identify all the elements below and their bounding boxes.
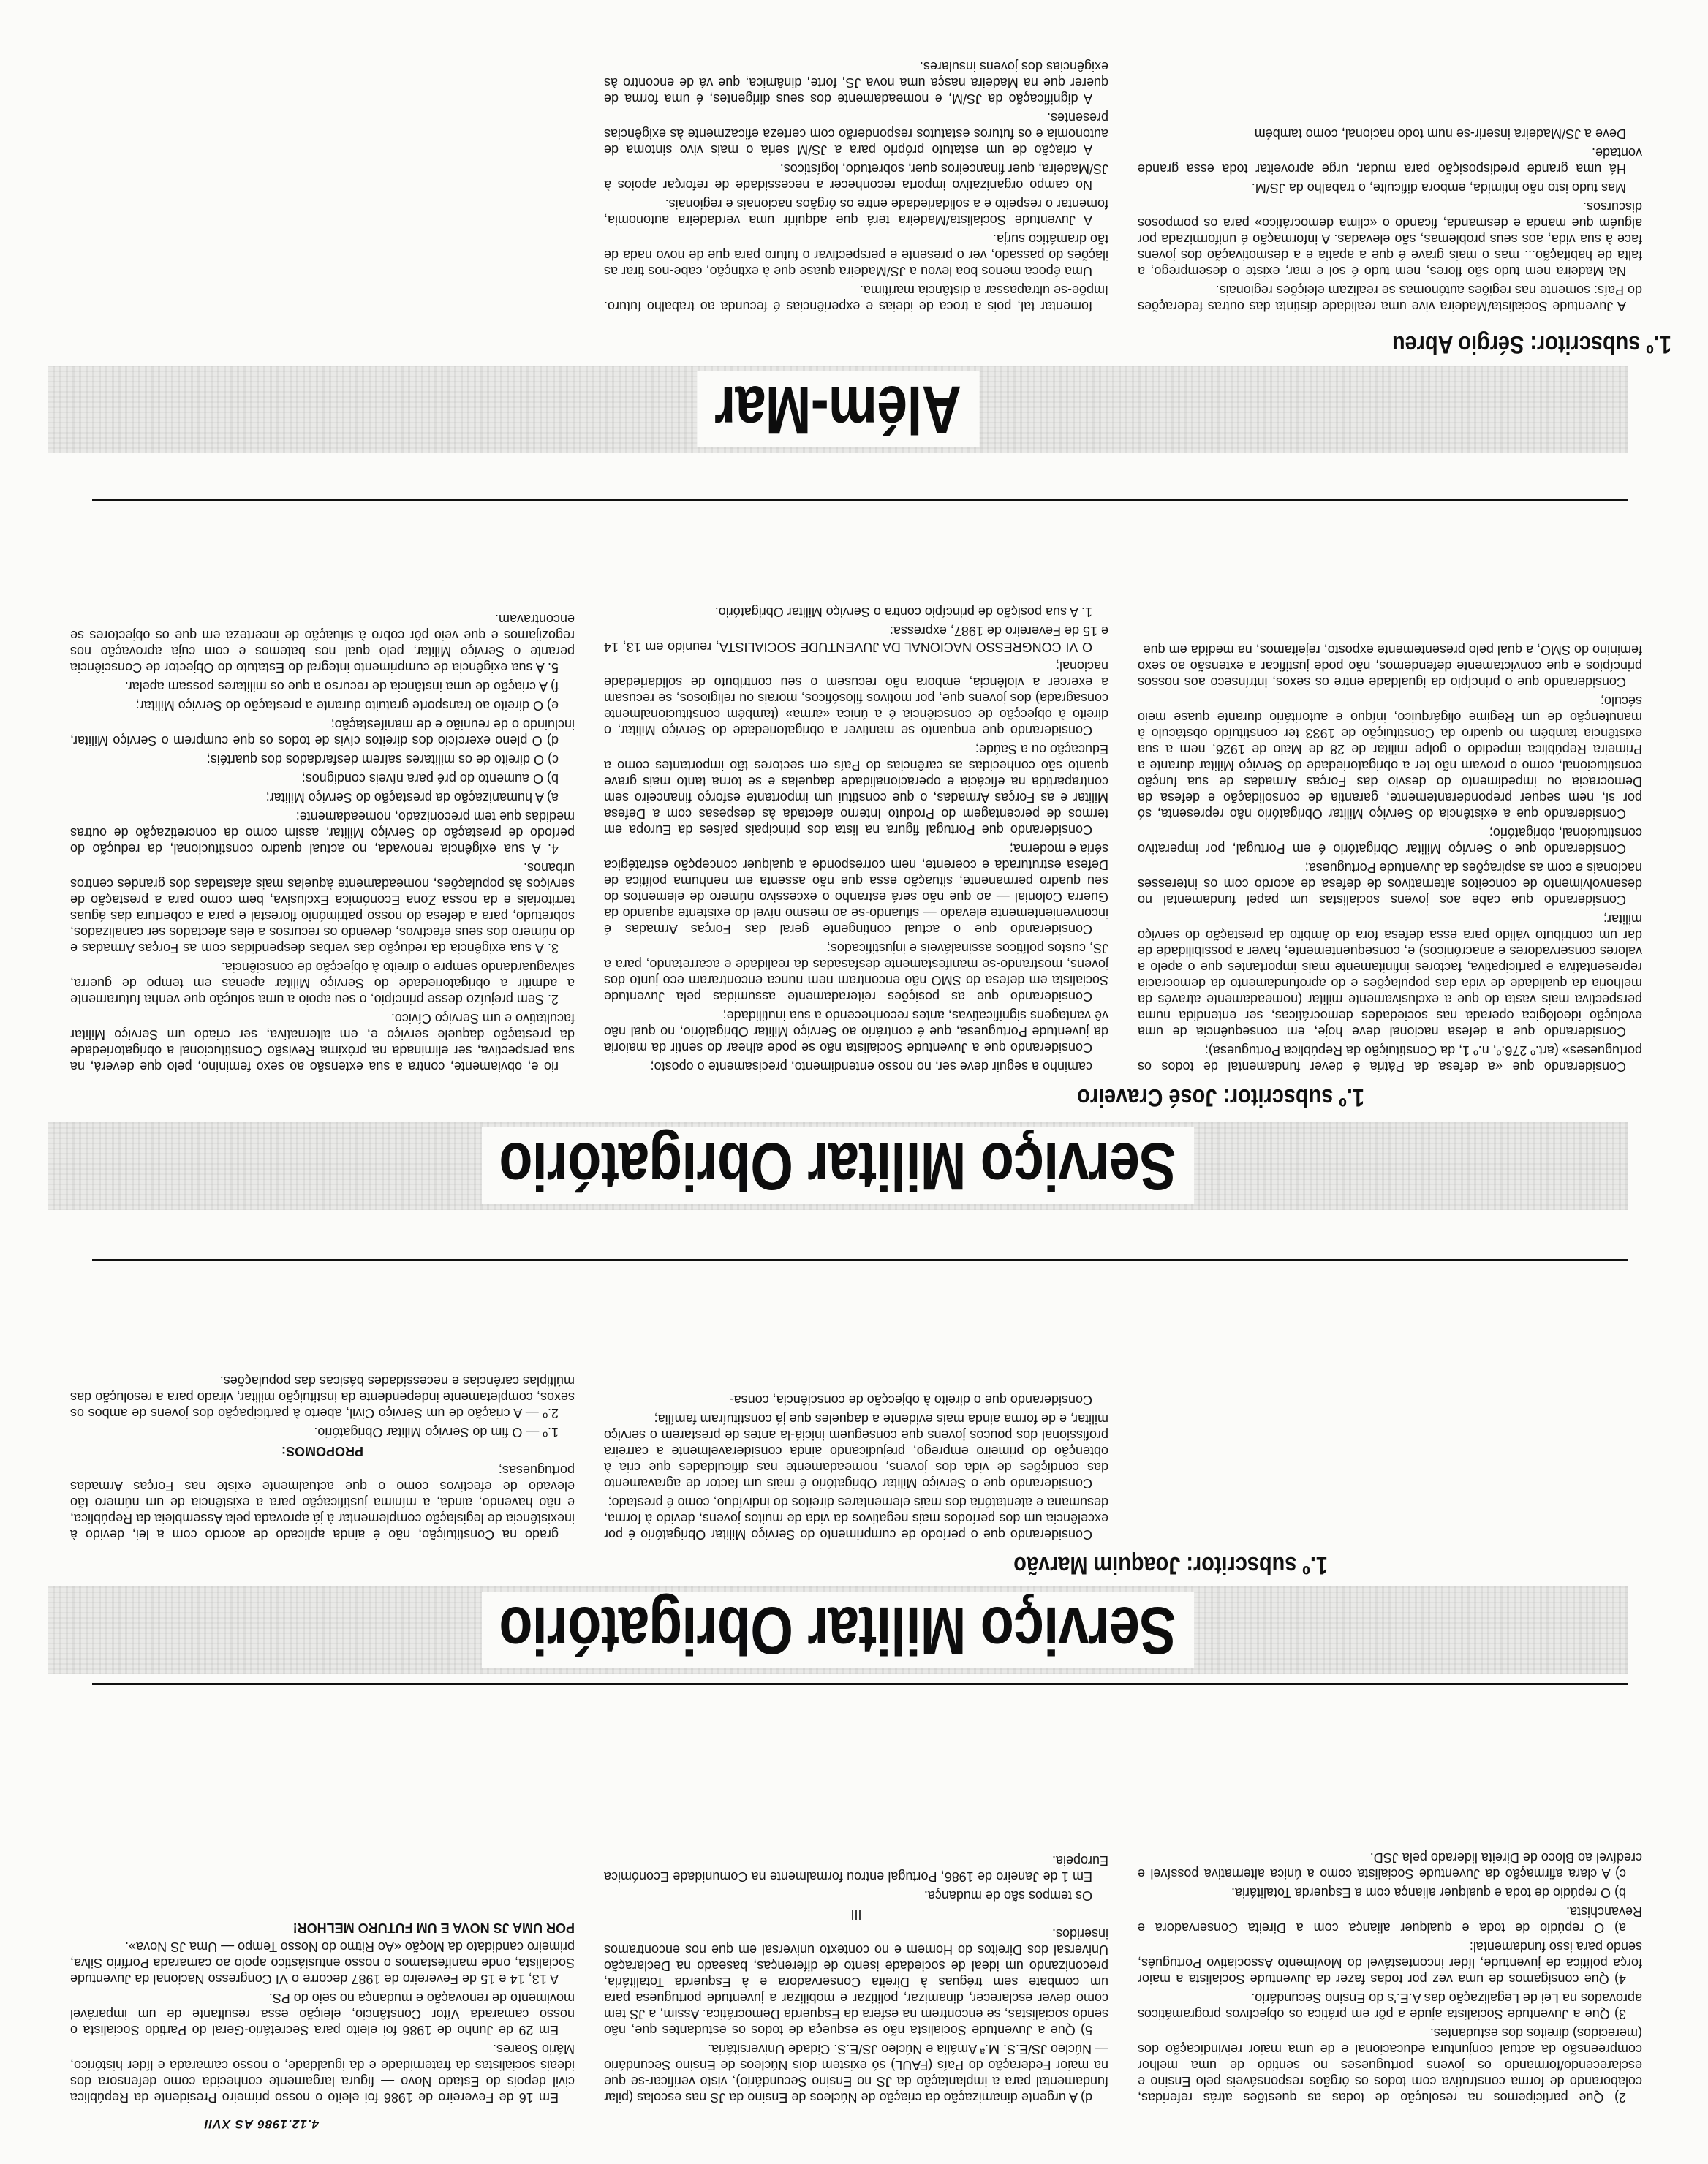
divider-rule	[92, 1683, 1628, 1685]
top-right-column: Em 16 de Fevereiro de 1986 foi eleito o nosso primeiro Presidente da República civil depois do Estado Novo — figura largamente conhecida como defensora dos ideais socialistas da fraternidade e da igualdade, o nosso camarada e líder histórico, Mário Soares. Em 29 de Junho de 1986 foi eleito para Secretário-Geral do Partido Socialista o nosso camarada Vítor Constâncio, eleição essa resultante de um imparável movimento de renovação e mudança no seio do PS. A 13, 14 e 15 de Fevereiro de 1987 decorre o VI Congresso Nacional da Juventude Socialista, onde manifestamos o nosso entusiástico apoio ao camarada Porfírio Silva, primeiro candidato da Moção «Ao Ritmo do Nosso Tempo — Uma JS Nova». POR UMA JS NOVA E UM FUTURO MELHOR!	[70, 1921, 575, 2105]
top-left-column: 2) Que participemos na resolução de todas as questões atrás referidas, colaborando de forma construtiva com todos os órgãos responsáveis pelo Ensino e esclarecendo/formando os jovens portugueses no sentido de uma melhor compreensão da actual conjuntura educacional e de uma maior reivindicação dos (merecidos) direitos dos estudantes. 3) Que a Juventude Socialista ajude a pôr em prática os objectivos programáticos aprovados na Lei de Legalização das A.E.'s do Ensino Secundário. 4) Que consigamos de uma vez por todas fazer da Juventude Socialista a maior força política de juventude, líder incontestável do Movimento Associativo Português, sendo para isso fundamental: a) O repúdio de toda e qualquer aliança com a Direita Conservadora e Revanchista. b) O repúdio de toda e qualquer aliança com a Esquerda Totalitária. c) A clara afirmação da Juventude Socialista como a única alternativa possível e credível ao Bloco de Direita liderado pela JSD.	[1138, 1850, 1642, 2105]
section3-banner	[48, 366, 1628, 453]
section3-right-column: fomentar tal, pois a troca de ideias e experiências é fecunda ao trabalho futuro. Impõe-se ultrapassar a distância marítima. Uma época menos boa levou a JS/Madeira quase que à extinção, cabe-nos tirar as ilações do passado, ver o presente e perspectivar o futuro para que de novo nada de tão dramático surja. A Juventude Socialista/Madeira terá que adquirir uma verdadeira autonomia, fomentar o respeito e a solidariedade entre os órgãos nacionais e regionais. No campo organizativo importa reconhecer a necessidade de reforçar apoios à JS/Madeira, quer financeiros quer, sobretudo, logísticos. A criação de um estatuto próprio para a JS/M seria o mais vivo sintoma de autonomia e os futuros estatutos responderão com certeza eficazmente às exigências presentes. A dignificação da JS/M, e nomeadamente dos seus dirigentes, é uma forma de querer que na Madeira nasça uma nova JS, forte, dinâmica, que vá de encontro às exigências dos jovens insulares.	[604, 59, 1108, 314]
issue-header: 4.12.1986 AS XVII	[203, 2117, 319, 2131]
section3-title: Além-Mar	[697, 371, 979, 448]
section2-middle-column: caminho a seguir deve ser, no nosso entendimento, precisamente o oposto; Considerando que a Juventude Socialista não se pode alhear do sentir da maioria da juventude Portuguesa, que é contrário ao Serviço Militar Obrigatório, no qual não vê vantagens significativas, antes reconhecendo a sua inutilidade; Considerando que as posições reiteradamente assumidas pela Juventude Socialista em defesa do SMO não encontram nem nunca encontraram eco junto dos jovens, mostrando-se manifestamente desfasadas da realidade e acarretando, para a JS, custos políticos assinaláveis e injustificados; Considerando que o actual contingente geral das Forças Armadas é inconvenientemente elevado — situando-se ao mesmo nível do existente aquando da Guerra Colonial — ao que não será estranho o excessivo número de elementos do seu quadro permanente, situação essa que não assenta em nenhuma política de Defesa estruturada e coerente, nem corresponde a qualquer concepção estratégica séria e moderna; Considerando que Portugal figura na lista dos principais países da Europa em termos de percentagem do Produto Interno afectada às despesas com a Defesa Militar e as Forças Armadas, o que constitui um importante esforço financeiro sem contrapartida na eficácia e operacionalidade daquelas e se torna tanto mais grave quanto são conhecidas as carências do País em sectores tão importantes como a Educação ou a Saúde; Considerando que enquanto se mantiver a obrigatoriedade do Serviço Militar, o direito à objecção de consciência é a única «arma» (também constitucionalmente consagrada) dos jovens que, por motivos filosóficos, morais ou religiosos, se recusam a exercer a violência, embora não recusem o seu contributo de solidariedade nacional; O VI CONGRESSO NACIONAL DA JUVENTUDE SOCIALISTA, reunido em 13, 14 e 15 de Fevereiro de 1987, expressa: 1. A sua posição de princípio contra o Serviço Militar Obrigatório.	[604, 605, 1108, 1074]
section2-left-column: Considerando que «a defesa da Pátria é dever fundamental de todos os portugueses» (art.º 276.º, n.º 1, da Constituição da República Portuguesa); Considerando que a defesa nacional deve hoje, em consequência de uma evolução ideológica operada nas sociedades democráticas, ser entendida numa perspectiva mais vasta do que a exclusivamente militar (nomeadamente através da melhoria da qualidade de vida das populações e do aprofundamento da democracia representativa e participativa, factores infinitamente mais importantes que o apelo a valores conservadores e anacrónicos) e, consequentemente, haver a possibilidade de dar um contributo válido para essa defesa fora do âmbito da prestação do serviço militar; Considerando que cabe aos jovens socialistas um papel fundamental no desenvolvimento de conceitos alternativos de defesa de acordo com os interesses nacionais e com as aspirações da Juventude Portuguesa; Considerando que o Serviço Militar Obrigatório é em Portugal, por imperativo constitucional, obrigatório; Considerando que a existência do Serviço Militar Obrigatório não representa, só por si, nem sequer preponderantemente, garantia de consolidação e defesa da Democracia ou impedimento do desvio das Forças Armadas de sua função constitucional, como o provam não ter a obrigatoriedade do Serviço Militar durante a Primeira República impedido o golpe militar de 28 de Maio de 1926, nem a sua existência também no quadro da Constituição de 1933 ter constituído obstáculo à manutenção de um Regime oligárquico, iníquo e autoritário durante quase meio século; Considerando que o princípio da igualdade entre os sexos, intrínseco aos nossos princípios e que convictamente defendemos, não pode justificar a extensão ao sexo feminino do SMO, a qual pelo presentemente exposto, rejeitamos, na medida em que	[1138, 643, 1642, 1074]
section1-title: Serviço Militar Obrigatório	[482, 1592, 1194, 1669]
section2-title: Serviço Militar Obrigatório	[482, 1128, 1194, 1205]
section3-subscriber: 1.º subscritor: Sérgio Abreu	[1391, 330, 1671, 358]
divider-rule	[92, 1259, 1628, 1261]
section1-right-column: grado na Constituição, não é ainda aplicado de acordo com a lei, devido à inexistência de legislação complementar à já aprovada pela Assembleia da República, e não havendo, ainda, a mínima justificação para a existência de um número tão elevado de efectivos como o que actualmente existe nas Forças Armadas portuguesas; PROPOMOS: 1.º — O fim do Serviço Militar Obrigatório. 2.º — A criação de um Serviço Civil, aberto à participação dos jovens de ambos os sexos, completamente independente da instituição militar, virado para a resolução das múltiplas carências e necessidades básicas das populações.	[70, 1374, 575, 1542]
section2-subscriber: 1.º subscritor: José Craveiro	[1077, 1083, 1364, 1111]
section2-right-column: rio e, obviamente, contra a sua extensão ao sexo feminino, pelo que deverá, na sua perspectiva, ser eliminada na próxima Revisão Constitucional a obrigatoriedade da prestação daquele serviço e, em alternativa, ser criado um Serviço Militar facultativo e um Serviço Cívico. 2. Sem prejuízo desse princípio, o seu apoio a uma solução que venha futuramente a admitir a obrigatoriedade do Serviço Militar apenas em tempo de guerra, salvaguardando sempre o direito à objecção de consciência. 3. A sua exigência da redução das verbas despendidas com as Forças Armadas e do número dos seus efectivos, devendo os recursos a eles afectados ser canalizados, sobretudo, para a defesa do nosso património florestal e para a cobertura das águas territoriais e da nossa Zona Económica Exclusiva, bem como para a prestação de serviços às populações, nomeadamente àquelas mais afastadas dos grandes centros urbanos. 4. A sua exigência renovada, no actual quadro constitucional, da redução do período de prestação do Serviço Militar, assim como da concretização de outras medidas que tem preconizado, nomeadamente: a) A humanização da prestação do Serviço Militar; b) O aumento do pré para níveis condignos; c) O direito de os militares saírem desfardados dos quartéis; d) O pleno exercício dos direitos cívis de todos os que cumprem o Serviço Militar, incluindo o de reunião e de manifestação; e) O direito ao transporte gratuito durante a prestação do Serviço Militar; f) A criação de uma instância de recurso a que os militares possam apelar. 5. A sua exigência de cumprimento integral do Estatuto do Objector de Consciência perante o Serviço Militar, pelo qual nos batemos e com cuja aprovação nos regozijamos e que veio pôr cobro à situação de incerteza em que os objectores se encontravam.	[70, 612, 575, 1074]
section1-banner	[48, 1586, 1628, 1674]
divider-rule	[92, 499, 1628, 501]
section1-subscriber: 1.º subscritor: Joaquim Marvão	[1013, 1551, 1328, 1579]
section3-left-column: A Juventude Socialista/Madeira vive uma realidade distinta das outras federações do País: somente nas regiões autónomas se realizam eleições regionais. Na Madeira nem tudo são flores, nem tudo é sol e mar, existe o desemprego, a falta de habitação... mas o mais grave é que a apatia e a desmotivação dos jovens face à sua vida, aos seus problemas, são elevadas. A informação é uniformizada por alguém que manda e desmanda, ficando o «clima democrático» para os pomposos discursos. Mas tudo isto não intimida, embora dificulte, o trabalho da JS/M. Há uma grande predisposição para mudar, urge aproveitar toda essa grande vontade. Deve a JS/Madeira inserir-se num todo nacional, como também	[1138, 126, 1642, 314]
section2-banner	[48, 1122, 1628, 1210]
top-middle-column: d) A urgente dinamização da criação de Núcleos de Ensino da JS nas escolas (pilar fundamental para a implantação da JS no Ensino Secundário), visto verificar-se que na maior Federação do País (FAUL) só existem dois Núcleos de Ensino Secundário — Núcleo JS/E.S. M.ª Amália e Núcleo JS/E.S. Cidade Universitária. 5) Que a Juventude Socialista não se esqueça de todos os estudantes que, não sendo socialistas, se encontrem na esfera da Esquerda Democrática. Assim, a JS tem como dever esclarecer, dinamizar, politizar e mobilizar a juventude portuguesa para um combate sem tréguas à Direita Conservadora e à Esquerda Totalitária, preconizando um ideal de sociedade isento de diferenças, baseado na Declaração Universal dos Direitos do Homem e no contexto universal em que nos encontramos inseridos. III Os tempos são de mudança. Em 1 de Janeiro de 1986, Portugal entrou formalmente na Comunidade Económica Europeia.	[604, 1853, 1108, 2105]
section1-left-column: Considerando que o período de cumprimento do Serviço Militar Obrigatório é por excelência um dos períodos mais negativos da vida de muitos jovens, devido à forma, desumana e atentatória dos mais elementares direitos do indivíduo, como é prestado; Considerando que o Serviço Militar Obrigatório é mais um factor de agravamento das condições de vida dos jovens, nomeadamente nas dificuldades que cria à obtenção do primeiro emprego, prejudicando ainda consideravelmente a carreira profissional dos poucos jovens que conseguem iniciá-la antes de prestarem o serviço militar, e de forma ainda mais evidente a daqueles que já constituíram família; Considerando que o direito à objecção de consciência, consa-	[604, 1393, 1108, 1542]
